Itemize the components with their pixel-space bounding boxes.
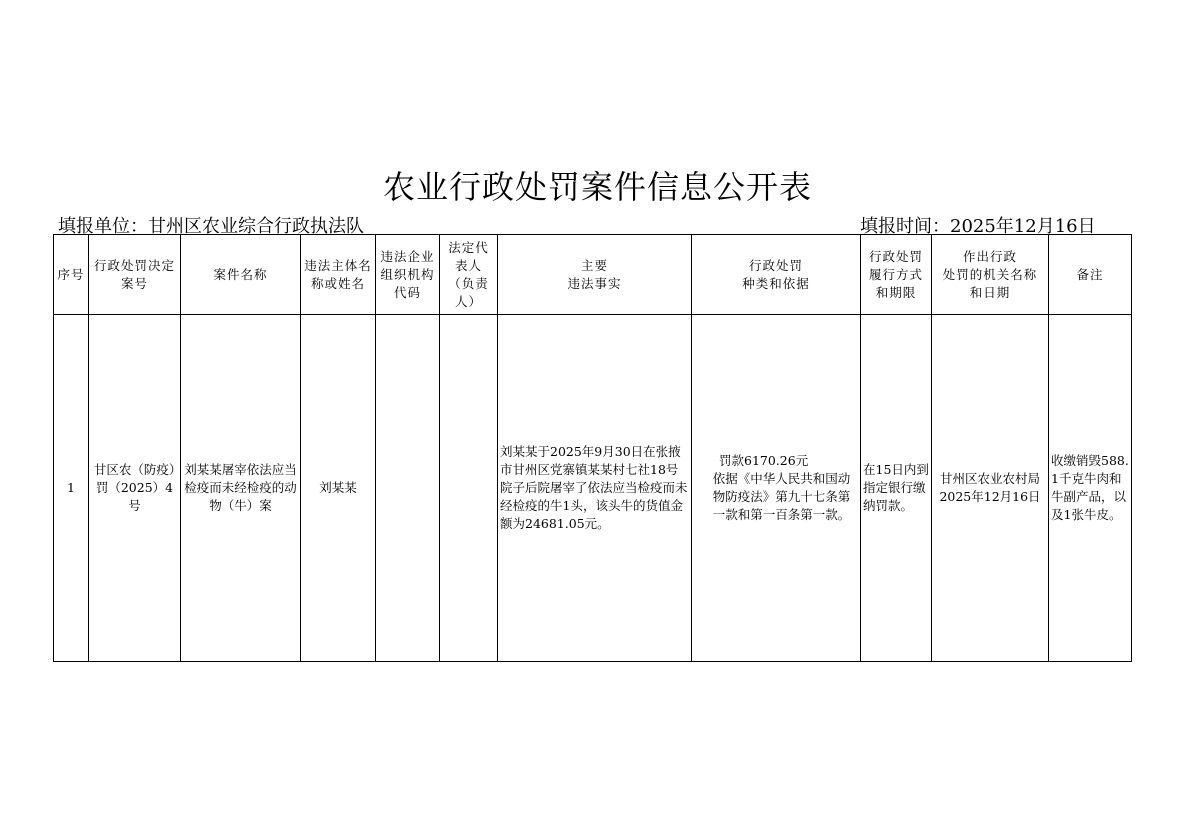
- header-method-line3: 和期限: [875, 284, 917, 300]
- table-row: [54, 315, 1132, 662]
- header-case-name: 案件名称: [181, 235, 301, 315]
- header-facts-line2: 违法事实: [567, 275, 622, 291]
- cell-legal-rep: [440, 315, 498, 662]
- header-decision-no: 行政处罚决定 案号: [89, 235, 181, 315]
- cell-facts: 刘某某于2025年9月30日在张掖市甘州区党寨镇某某村七社18号院子后院屠宰了依法应当检疫而未经检疫的牛1头，该头牛的货值金额为24681.05元。: [498, 315, 692, 662]
- header-penalty: [692, 235, 861, 315]
- header-remark: 备注: [1049, 235, 1132, 315]
- cell-subject-name: 刘某某: [301, 315, 376, 662]
- header-penalty-line1: 行政处罚: [748, 257, 803, 273]
- header-facts-line1: 主要: [580, 257, 608, 273]
- report-date: 填报时间：2025年12月16日: [860, 216, 1096, 237]
- cell-decision-no: 甘区农（防疫）罚（2025）4号: [89, 315, 181, 662]
- header-authority: [932, 235, 1049, 315]
- cell-seq: 1: [54, 315, 89, 662]
- header-penalty-line2: 种类和依据: [742, 275, 810, 291]
- header-org-code: 违法企业组织机构代码: [376, 235, 440, 315]
- header-method-line1: 行政处罚: [868, 248, 923, 264]
- cell-authority: [932, 315, 1049, 662]
- cell-remark: 收缴销毁588.1千克牛肉和牛副产品，以及1张牛皮。: [1049, 315, 1132, 662]
- case-info-table: [53, 234, 1132, 662]
- cell-penalty-basis: 依据《中华人民共和国动物防疫法》第九十七条第一款和第一百条第一款。: [712, 471, 851, 522]
- header-authority-line3: 和日期: [969, 284, 1011, 300]
- cell-penalty: [692, 315, 861, 662]
- header-legal-rep: 法定代表人（负责人）: [440, 235, 498, 315]
- cell-authority-name: 甘州区农业农村局: [939, 471, 1040, 486]
- cell-org-code: [376, 315, 440, 662]
- header-method-line2: 履行方式: [868, 266, 923, 282]
- cell-method: 在15日内到指定银行缴纳罚款。: [861, 315, 932, 662]
- cell-penalty-fine: 罚款6170.26元: [719, 453, 809, 468]
- header-authority-line2: 处罚的机关名称: [942, 266, 1038, 282]
- header-authority-line1: 作出行政: [962, 248, 1017, 264]
- header-seq: 序号: [54, 235, 89, 315]
- report-unit: 填报单位：甘州区农业综合行政执法队: [58, 216, 364, 237]
- cell-case-name: 刘某某屠宰依法应当检疫而未经检疫的动物（牛）案: [181, 315, 301, 662]
- page-title: 农业行政处罚案件信息公开表: [382, 168, 812, 206]
- header-facts: [498, 235, 692, 315]
- cell-authority-date: 2025年12月16日: [939, 489, 1041, 504]
- header-subject-name: 违法主体名称或姓名: [301, 235, 376, 315]
- table-header-row: [54, 235, 1132, 315]
- header-method: [861, 235, 932, 315]
